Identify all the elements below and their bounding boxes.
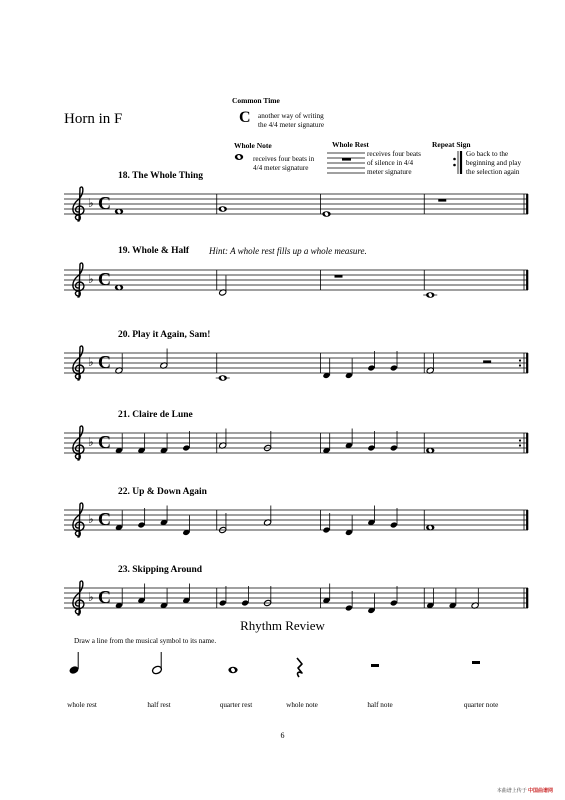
review-name-quarter-rest[interactable]: quarter rest [219,701,253,709]
repeat-dot [519,439,521,441]
whole-rest-text: receives four beats of silence in 4/4 meter signature [367,150,421,176]
review-name-half-rest[interactable]: half rest [147,701,171,709]
common-time-signature-icon: C [98,193,111,213]
flat-key-signature-icon: ♭ [88,590,94,604]
repeat-dot [519,364,521,366]
flat-key-signature-icon: ♭ [88,435,94,449]
flat-key-signature-icon: ♭ [88,272,94,286]
page-number: 6 [280,731,285,740]
staff-exercise-22 [0,498,565,546]
repeat-sign-title: Repeat Sign [432,140,471,149]
common-time-signature-icon: C [98,509,111,529]
review-whole-rest-icon[interactable] [472,661,480,664]
whole-rest [335,275,343,278]
repeat-dot [519,444,521,446]
common-time-symbol: C [239,109,251,126]
flat-key-signature-icon: ♭ [88,196,94,210]
flat-key-signature-icon: ♭ [88,355,94,369]
whole-rest-title: Whole Rest [332,140,369,149]
review-symbols [60,648,520,682]
review-name-half-note[interactable]: half note [367,701,393,709]
flat-key-signature-icon: ♭ [88,512,94,526]
common-time-signature-icon: C [98,432,111,452]
review-half-note-icon[interactable] [151,652,162,675]
repeat-sign-icon [452,150,464,176]
repeat-sign-text: Go back to the beginning and play the selection again [466,150,522,176]
review-quarter-rest-icon[interactable] [297,658,302,677]
exercise-22-title: 22. Up & Down Again [118,487,207,497]
staff-exercise-19 [0,258,565,306]
repeat-dot [519,359,521,361]
staff-exercise-20 [0,341,565,389]
footer-watermark: 本曲谱上传于 中国曲谱网 [496,789,553,794]
exercise-18-title: 18. The Whole Thing [118,171,204,181]
common-time-signature-icon: C [98,587,111,607]
whole-rest-icon [327,151,367,177]
staff-exercise-18 [0,182,565,230]
whole-note-text: receives four beats in 4/4 meter signature [253,155,315,172]
common-time-signature-icon: C [98,269,111,289]
review-name-whole-rest[interactable]: whole rest [67,701,97,709]
review-half-rest-icon[interactable] [371,664,379,667]
exercise-21-title: 21. Claire de Lune [118,410,193,420]
exercise-19-title: 19. Whole & Half [118,246,190,256]
common-time-text: another way of writing the 4/4 meter signature [258,112,325,129]
staff-exercise-23 [0,576,565,624]
exercise-19-hint: Hint: A whole rest fills up a whole measure. [209,246,367,256]
whole-rest [438,199,446,202]
half-rest [483,360,491,363]
staff-exercise-21 [0,421,565,469]
instrument-label: Horn in F [64,111,123,127]
whole-note-icon [234,152,246,162]
common-time-title: Common Time [232,96,280,105]
exercise-23-title: 23. Skipping Around [118,565,203,575]
footer-brand-logo: 中国曲谱网 [527,789,553,794]
review-name-whole-note[interactable]: whole note [286,701,318,709]
common-time-signature-icon: C [98,352,111,372]
review-quarter-note-icon[interactable] [68,652,79,675]
rhythm-review-instruction: Draw a line from the musical symbol to its name. [74,637,217,645]
review-name-quarter-note[interactable]: quarter note [463,701,499,709]
rhythm-review-title: Rhythm Review [240,618,325,633]
exercise-20-title: 20. Play it Again, Sam! [118,330,211,340]
review-whole-note-icon[interactable] [228,667,237,673]
whole-note-title: Whole Note [234,141,272,150]
